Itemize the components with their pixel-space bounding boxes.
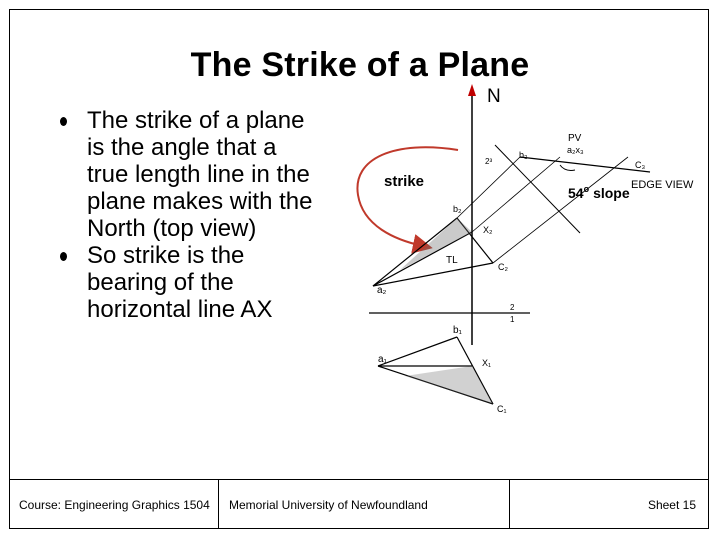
bullet-line: bearing of the — [87, 269, 234, 296]
top-view-shading — [405, 366, 493, 404]
pv-label: PV — [568, 133, 582, 144]
point-label-a1: a₁ — [378, 354, 387, 365]
footer-university: Memorial University of Newfoundland — [219, 480, 510, 529]
edge-view-line — [520, 157, 650, 172]
bullet-line: horizontal line AX — [87, 296, 273, 323]
bullet-line: plane makes with the — [87, 188, 313, 215]
slope-number: 54 — [568, 185, 584, 201]
point-label-tl: TL — [446, 255, 458, 266]
front-view-edge — [373, 263, 493, 286]
point-label-two3: 2³ — [485, 157, 493, 166]
ax-label: a₂x₃ — [567, 145, 584, 155]
point-label-x2: X₂ — [483, 225, 493, 235]
point-label-x1: X₁ — [482, 358, 492, 368]
front-view-shading — [400, 218, 472, 270]
point-label-c2: C₂ — [498, 262, 508, 272]
point-label-a2: a₂ — [377, 285, 387, 296]
point-label-b2: b₂ — [453, 204, 462, 214]
fold-label-bottom: 1 — [510, 315, 515, 324]
slope-arc — [560, 165, 575, 170]
slide-title: The Strike of a Plane — [190, 46, 530, 84]
point-label-c3: C₃ — [635, 160, 646, 170]
footer — [9, 479, 709, 529]
projector-line — [457, 157, 520, 218]
slope-word: slope — [593, 185, 630, 201]
footer-sheet-number: Sheet 15 — [647, 497, 696, 512]
bullet-line: The strike of a plane — [87, 107, 305, 134]
bullet-line: North (top view) — [87, 215, 257, 242]
edge-view-label: EDGE VIEW — [631, 179, 694, 191]
point-label-c1: C₁ — [497, 404, 507, 414]
north-label: N — [487, 86, 501, 107]
slope-value — [568, 184, 630, 201]
projector-line — [493, 157, 628, 263]
point-label-b1: b₁ — [453, 325, 462, 336]
front-view-edge — [373, 218, 457, 286]
bullet-line: true length line in the — [87, 161, 310, 188]
top-view-edge — [378, 337, 457, 366]
strike-label: strike — [384, 173, 425, 190]
footer-course: Course: Engineering Graphics 1504 — [9, 480, 219, 529]
slope-degree: o — [583, 184, 590, 194]
bullet-line: So strike is the — [87, 242, 245, 269]
fold-label-top: 2 — [510, 303, 515, 312]
bullet-line: is the angle that a — [87, 134, 277, 161]
north-arrowhead-icon — [468, 84, 476, 96]
point-label-b3: b₃ — [519, 150, 528, 160]
